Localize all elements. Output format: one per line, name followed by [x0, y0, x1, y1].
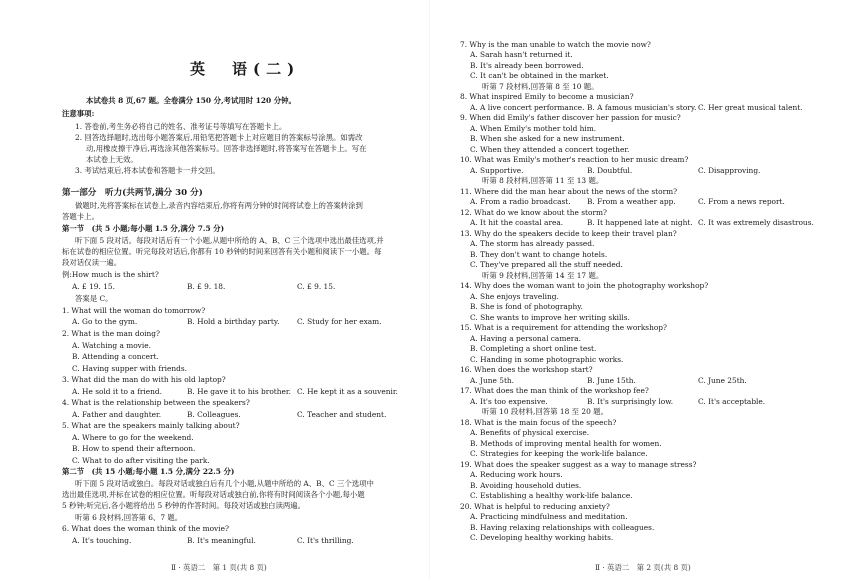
option: B. Methods of improving mental health for women.: [470, 439, 662, 448]
option: B. It's meaningful.: [187, 536, 256, 545]
part1-desc: 答题卡上。: [62, 212, 99, 221]
question-7: 7. Why is the man unable to watch the movie now?: [460, 40, 651, 49]
option: C. Her great musical talent.: [698, 103, 803, 112]
option: A. The storm has already passed.: [470, 239, 595, 248]
part1-desc: 做题时,先将答案标在试卷上,录音内容结束后,你将有两分钟的时间将试卷上的答案转涂到: [75, 201, 363, 210]
option: B. It's surprisingly low.: [587, 397, 674, 406]
option: C. He kept it as a souvenir.: [297, 387, 398, 396]
question-3: 3. What did the man do with his old laptop?: [62, 375, 226, 384]
option: A. It's touching.: [72, 536, 132, 545]
option: C. Study for her exam.: [297, 317, 382, 326]
example-option: A. £ 19. 15.: [72, 282, 115, 291]
exam-intro: 本试卷共 8 页,67 题。全卷满分 150 分,考试用时 120 分钟。: [86, 96, 296, 105]
question-9: 9. When did Emily's father discover her passion for music?: [460, 113, 681, 122]
option: A. Go to the gym.: [72, 317, 138, 326]
option: C. It's thrilling.: [297, 536, 354, 545]
example-question: 例:How much is the shirt?: [62, 270, 159, 279]
sec1-heading: 第一节 (共 5 小题;每小题 1.5 分,满分 7.5 分): [62, 224, 225, 233]
notes-heading: 注意事项:: [62, 109, 95, 118]
question-6: 6. What does the woman think of the movie?: [62, 524, 229, 533]
option: C. Handing in some photographic works.: [470, 355, 624, 364]
question-8: 8. What inspired Emily to become a musician?: [460, 92, 634, 101]
option: B. When she asked for a new instrument.: [470, 134, 625, 143]
option: A. Father and daughter.: [72, 410, 162, 419]
note-line: 本试卷上无效。: [86, 155, 138, 164]
option: A. A live concert performance.: [470, 103, 585, 112]
option: B. June 15th.: [587, 376, 636, 385]
option: A. Benefits of physical exercise.: [470, 428, 590, 437]
option: C. It's acceptable.: [698, 397, 766, 406]
option: C. She wants to improve her writing skills.: [470, 313, 630, 322]
option: B. Having relaxing relationships with colleagues.: [470, 523, 655, 532]
question-4: 4. What is the relationship between the speakers?: [62, 398, 250, 407]
option: C. Establishing a healthy work-life balance.: [470, 491, 633, 500]
option: B. From a weather app.: [587, 197, 676, 206]
option: B. A famous musician's story.: [587, 103, 697, 112]
listen-instruction: 听第 6 段材料,回答第 6、7 题。: [75, 513, 183, 522]
option: A. Having a personal camera.: [470, 334, 581, 343]
option: C. When they attended a concert together.: [470, 145, 630, 154]
listen-instruction: 听第 10 段材料,回答第 18 至 20 题。: [482, 407, 608, 416]
question-18: 18. What is the main focus of the speech?: [460, 418, 617, 427]
option: A. Practicing mindfulness and meditation.: [470, 512, 628, 521]
question-2: 2. What is the man doing?: [62, 329, 160, 338]
page-footer: Ⅱ · 英语二 第 1 页(共 8 页): [171, 563, 267, 572]
option: C. Disapproving.: [698, 166, 761, 175]
option: B. Completing a short online test.: [470, 344, 597, 353]
option: A. Sarah hasn't returned it.: [470, 50, 573, 59]
option: A. From a radio broadcast.: [470, 197, 571, 206]
option: A. Reducing work hours.: [470, 470, 563, 479]
right-page: [430, 0, 860, 579]
option: C. They've prepared all the stuff needed.: [470, 260, 623, 269]
option: C. It can't be obtained in the market.: [470, 71, 609, 80]
option: B. Attending a concert.: [72, 352, 159, 361]
question-15: 15. What is a requirement for attending the workshop?: [460, 323, 667, 332]
question-11: 11. Where did the man hear about the news of the storm?: [460, 187, 678, 196]
question-10: 10. What was Emily's mother's reaction to her music dream?: [460, 155, 689, 164]
option: A. Where to go for the weekend.: [72, 433, 194, 442]
option: B. Doubtful.: [587, 166, 633, 175]
option: C. Developing healthy working habits.: [470, 533, 614, 542]
option: A. Supportive.: [470, 166, 524, 175]
option: B. Avoiding household duties.: [470, 481, 582, 490]
option: A. June 5th.: [470, 376, 515, 385]
page-footer: Ⅱ · 英语二 第 2 页(共 8 页): [595, 563, 691, 572]
option: A. It hit the coastal area.: [470, 218, 564, 227]
sec2-desc: 5 秒钟;听完后,各小题将给出 5 秒钟的作答时间。每段对话或独白读两遍。: [62, 501, 306, 510]
option: C. Strategies for keeping the work-life balance.: [470, 449, 648, 458]
option: B. She is fond of photography.: [470, 302, 583, 311]
question-1: 1. What will the woman do tomorrow?: [62, 306, 206, 315]
option: B. It happened late at night.: [587, 218, 693, 227]
option: A. Watching a movie.: [72, 341, 151, 350]
note-line: 1. 答卷前,考生务必将自己的姓名、准考证号等填写在答题卡上。: [75, 122, 287, 131]
note-line: 3. 考试结束后,将本试卷和答题卡一并交回。: [75, 166, 220, 175]
listen-instruction: 听第 8 段材料,回答第 11 至 13 题。: [482, 176, 604, 185]
option: C. Having supper with friends.: [72, 364, 187, 373]
listen-instruction: 听第 9 段材料,回答第 14 至 17 题。: [482, 271, 604, 280]
question-5: 5. What are the speakers mainly talking about?: [62, 421, 240, 430]
option: B. He gave it to his brother.: [187, 387, 291, 396]
option: B. Colleagues.: [187, 410, 241, 419]
sec2-heading: 第二节 (共 15 小题;每小题 1.5 分,满分 22.5 分): [62, 467, 235, 476]
sec2-desc: 选出最佳选项,并标在试卷的相应位置。听每段对话或独白前,你将有时间阅读各个小题,每小题: [62, 490, 365, 499]
sec1-desc: 标在试卷的相应位置。听完每段对话后,你都有 10 秒钟的时间来回答有关小题和阅读下一小题。每: [62, 247, 382, 256]
question-14: 14. Why does the woman want to join the photography workshop?: [460, 281, 709, 290]
option: B. Hold a birthday party.: [187, 317, 280, 326]
note-line: 2. 回答选择题时,选出每小题答案后,用铅笔把答题卡上对应题目的答案标号涂黑。如需改: [75, 133, 363, 142]
question-16: 16. When does the workshop start?: [460, 365, 593, 374]
option: A. She enjoys traveling.: [470, 292, 559, 301]
option: B. It's already been borrowed.: [470, 61, 584, 70]
example-option: B. £ 9. 18.: [187, 282, 226, 291]
part1-heading: 第一部分 听力(共两节,满分 30 分): [62, 188, 203, 198]
question-13: 13. Why do the speakers decide to keep their travel plan?: [460, 229, 677, 238]
option: C. Teacher and student.: [297, 410, 387, 419]
option: B. How to spend their afternoon.: [72, 444, 196, 453]
option: C. It was extremely disastrous.: [698, 218, 814, 227]
question-20: 20. What is helpful to reducing anxiety?: [460, 502, 610, 511]
option: A. It's too expensive.: [470, 397, 548, 406]
question-19: 19. What does the speaker suggest as a way to manage stress?: [460, 460, 697, 469]
note-line: 动,用橡皮擦干净后,再选涂其他答案标号。回答非选择题时,将答案写在答题卡上。写在: [86, 144, 367, 153]
option: C. From a news report.: [698, 197, 785, 206]
option: A. When Emily's mother told him.: [470, 124, 597, 133]
sec1-desc: 听下面 5 段对话。每段对话后有一个小题,从题中所给的 A、B、C 三个选项中选出最佳选项,并: [75, 236, 384, 245]
sec1-desc: 段对话仅读一遍。: [62, 258, 122, 267]
option: C. June 25th.: [698, 376, 747, 385]
sec2-desc: 听下面 5 段对话或独白。每段对话或独白后有几个小题,从题中所给的 A、B、C 三个选项中: [75, 479, 374, 488]
listen-instruction: 听第 7 段材料,回答第 8 至 10 题。: [482, 82, 599, 91]
question-12: 12. What do we know about the storm?: [460, 208, 607, 217]
option: A. He sold it to a friend.: [72, 387, 162, 396]
example-option: C. £ 9. 15.: [297, 282, 336, 291]
option: C. What to do after visiting the park.: [72, 456, 210, 465]
option: B. They don't want to change hotels.: [470, 250, 608, 259]
exam-title: 英 语(二): [190, 60, 301, 78]
example-answer: 答案是 C。: [75, 294, 113, 303]
question-17: 17. What does the man think of the workshop fee?: [460, 386, 649, 395]
